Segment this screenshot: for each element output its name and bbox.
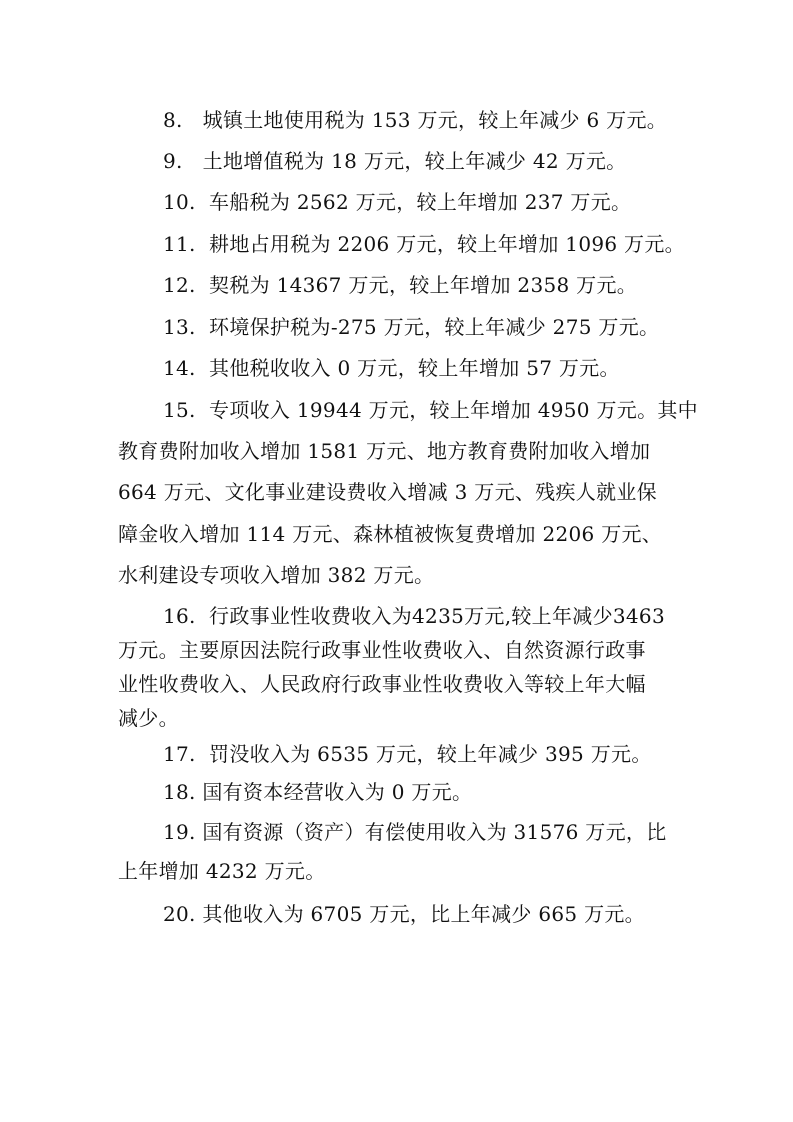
item-10: 10. 车船税为 2562 万元，较上年增加 237 万元。: [163, 190, 632, 214]
item-15-line-5: 水利建设专项收入增加 382 万元。: [118, 563, 435, 587]
item-20: 20. 其他收入为 6705 万元，比上年减少 665 万元。: [163, 902, 645, 926]
item-19-line-1: 19. 国有资源（资产）有偿使用收入为 31576 万元，比: [163, 820, 667, 844]
item-15-line-4: 障金收入增加 114 万元、森林植被恢复费增加 2206 万元、: [118, 522, 663, 546]
item-18: 18. 国有资本经营收入为 0 万元。: [163, 780, 473, 804]
item-17: 17. 罚没收入为 6535 万元，较上年减少 395 万元。: [163, 742, 652, 766]
item-16-line-3: 业性收费收入、人民政府行政事业性收费收入等较上年大幅: [118, 672, 646, 696]
item-8: 8. 城镇土地使用税为 153 万元，较上年减少 6 万元。: [163, 108, 668, 132]
item-16-line-2: 万元。主要原因法院行政事业性收费收入、自然资源行政事: [118, 638, 646, 662]
item-16-line-1: 16. 行政事业性收费收入为4235万元,较上年减少3463: [163, 604, 665, 628]
item-16-line-4: 减少。: [118, 706, 179, 730]
item-15-line-1: 15. 专项收入 19944 万元，较上年增加 4950 万元。其中: [163, 398, 698, 422]
item-12: 12. 契税为 14367 万元，较上年增加 2358 万元。: [163, 273, 638, 297]
item-15-line-3: 664 万元、文化事业建设费收入增减 3 万元、残疾人就业保: [118, 480, 657, 504]
item-11: 11. 耕地占用税为 2206 万元，较上年增加 1096 万元。: [163, 232, 685, 256]
item-14: 14. 其他税收收入 0 万元，较上年增加 57 万元。: [163, 356, 620, 380]
item-9: 9. 土地增值税为 18 万元，较上年减少 42 万元。: [163, 149, 627, 173]
item-15-line-2: 教育费附加收入增加 1581 万元、地方教育费附加收入增加: [118, 439, 651, 463]
item-19-line-2: 上年增加 4232 万元。: [118, 859, 326, 883]
item-13: 13. 环境保护税为-275 万元，较上年减少 275 万元。: [163, 315, 660, 339]
